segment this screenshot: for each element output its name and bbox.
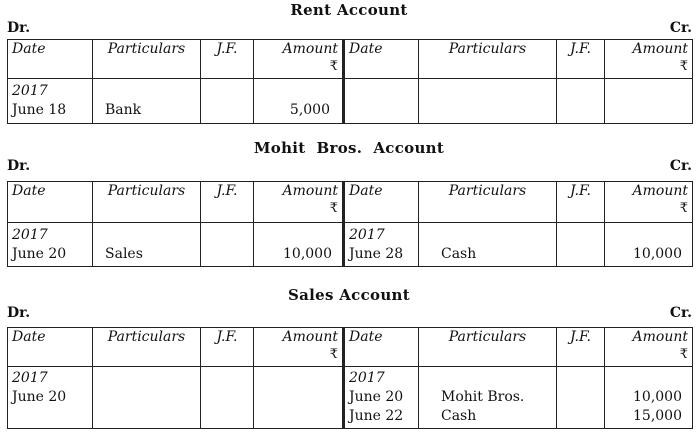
header-amount-label: Amount — [632, 183, 688, 199]
mohit-cr-year: 2017 — [349, 227, 385, 243]
header-particulars: Particulars — [419, 40, 557, 79]
rent-cr-date-cell — [344, 79, 419, 124]
rupee-symbol: ₹ — [329, 59, 338, 74]
sales-dr-date: June 20 — [12, 389, 67, 405]
rent-dr-year: 2017 — [12, 83, 48, 99]
sales-cr-particulars-cell — [419, 367, 557, 429]
mohit-dr-date-cell — [8, 223, 93, 267]
mohit-cr-amount-cell — [605, 223, 693, 267]
header-jf: J.F. — [201, 328, 254, 367]
header-particulars: Particulars — [419, 182, 557, 223]
header-jf: J.F. — [557, 182, 605, 223]
sales-dr-amount-cell — [254, 367, 344, 429]
mohit-entry-row — [8, 223, 693, 267]
sales-header-row — [8, 328, 693, 367]
rupee-symbol: ₹ — [679, 347, 688, 362]
header-particulars: Particulars — [93, 182, 201, 223]
mohit-dr-year: 2017 — [12, 227, 48, 243]
header-jf: J.F. — [201, 182, 254, 223]
header-amount-label: Amount — [282, 41, 338, 57]
mohit-dr-date: June 20 — [12, 246, 67, 262]
mohit-cr-particulars: Cash — [441, 246, 477, 262]
rent-ledger-table — [7, 39, 693, 124]
header-amount — [605, 40, 693, 79]
mohit-cr-amount: 10,000 — [633, 246, 682, 262]
mohit-cr-date-cell — [344, 223, 419, 267]
rent-entry-row — [8, 79, 693, 124]
sales-ledger-table — [7, 327, 693, 429]
mohit-dr-jf-cell — [201, 223, 254, 267]
header-date: Date — [344, 328, 419, 367]
rent-account-title: Rent Account — [290, 1, 408, 19]
rent-dr-particulars: Bank — [105, 102, 142, 118]
sales-entry-row — [8, 367, 693, 429]
header-amount — [605, 328, 693, 367]
header-jf: J.F. — [557, 328, 605, 367]
sales-cr-amount-cell — [605, 367, 693, 429]
mohit-cr-date: June 28 — [349, 246, 404, 262]
rupee-symbol: ₹ — [329, 347, 338, 362]
sales-dr-jf-cell — [201, 367, 254, 429]
mohit-header-row — [8, 182, 693, 223]
header-date: Date — [344, 182, 419, 223]
mohit-dr-label: Dr. — [7, 158, 31, 174]
header-amount — [605, 182, 693, 223]
header-date: Date — [8, 182, 93, 223]
sales-dr-date-cell — [8, 367, 93, 429]
sales-cr-date-cell — [344, 367, 419, 429]
sales-cr-particulars-2: Cash — [441, 408, 477, 424]
header-jf: J.F. — [201, 40, 254, 79]
header-particulars: Particulars — [93, 328, 201, 367]
header-amount — [254, 328, 344, 367]
header-amount — [254, 40, 344, 79]
header-amount-label: Amount — [282, 329, 338, 345]
sales-cr-amount-1: 10,000 — [633, 389, 682, 405]
rent-header-row — [8, 40, 693, 79]
sales-cr-year: 2017 — [349, 370, 385, 386]
sales-dr-label: Dr. — [7, 305, 31, 321]
sales-cr-date-2: June 22 — [349, 408, 404, 424]
header-jf: J.F. — [557, 40, 605, 79]
rent-dr-date-cell — [8, 79, 93, 124]
rent-cr-label: Cr. — [669, 20, 692, 36]
header-date: Date — [8, 40, 93, 79]
rupee-symbol: ₹ — [679, 59, 688, 74]
header-amount — [254, 182, 344, 223]
sales-account-title: Sales Account — [287, 286, 410, 304]
mohit-dr-amount: 10,000 — [283, 246, 332, 262]
header-date: Date — [344, 40, 419, 79]
rent-cr-jf-cell — [557, 79, 605, 124]
mohit-dr-particulars: Sales — [105, 246, 143, 262]
rent-dr-amount: 5,000 — [289, 102, 330, 118]
rent-dr-date: June 18 — [12, 102, 67, 118]
rent-cr-particulars-cell — [419, 79, 557, 124]
header-particulars: Particulars — [419, 328, 557, 367]
rent-dr-jf-cell — [201, 79, 254, 124]
mohit-cr-jf-cell — [557, 223, 605, 267]
rent-cr-amount-cell — [605, 79, 693, 124]
sales-cr-jf-cell — [557, 367, 605, 429]
sales-dr-year: 2017 — [12, 370, 48, 386]
mohit-ledger-table — [7, 181, 693, 267]
mohit-dr-particulars-cell — [93, 223, 201, 267]
mohit-account-title: Mohit Bros. Account — [253, 139, 445, 157]
sales-cr-date-1: June 20 — [349, 389, 404, 405]
rupee-symbol: ₹ — [679, 201, 688, 216]
header-particulars: Particulars — [93, 40, 201, 79]
rent-dr-label: Dr. — [7, 20, 31, 36]
header-date: Date — [8, 328, 93, 367]
rent-dr-amount-cell — [254, 79, 344, 124]
sales-cr-particulars-1: Mohit Bros. — [441, 389, 525, 405]
mohit-cr-label: Cr. — [669, 158, 692, 174]
header-amount-label: Amount — [632, 329, 688, 345]
rent-dr-particulars-cell — [93, 79, 201, 124]
rupee-symbol: ₹ — [329, 201, 338, 216]
sales-cr-label: Cr. — [669, 305, 692, 321]
header-amount-label: Amount — [632, 41, 688, 57]
header-amount-label: Amount — [282, 183, 338, 199]
mohit-dr-amount-cell — [254, 223, 344, 267]
sales-dr-particulars-cell — [93, 367, 201, 429]
sales-cr-amount-2: 15,000 — [633, 408, 682, 424]
mohit-cr-particulars-cell — [419, 223, 557, 267]
